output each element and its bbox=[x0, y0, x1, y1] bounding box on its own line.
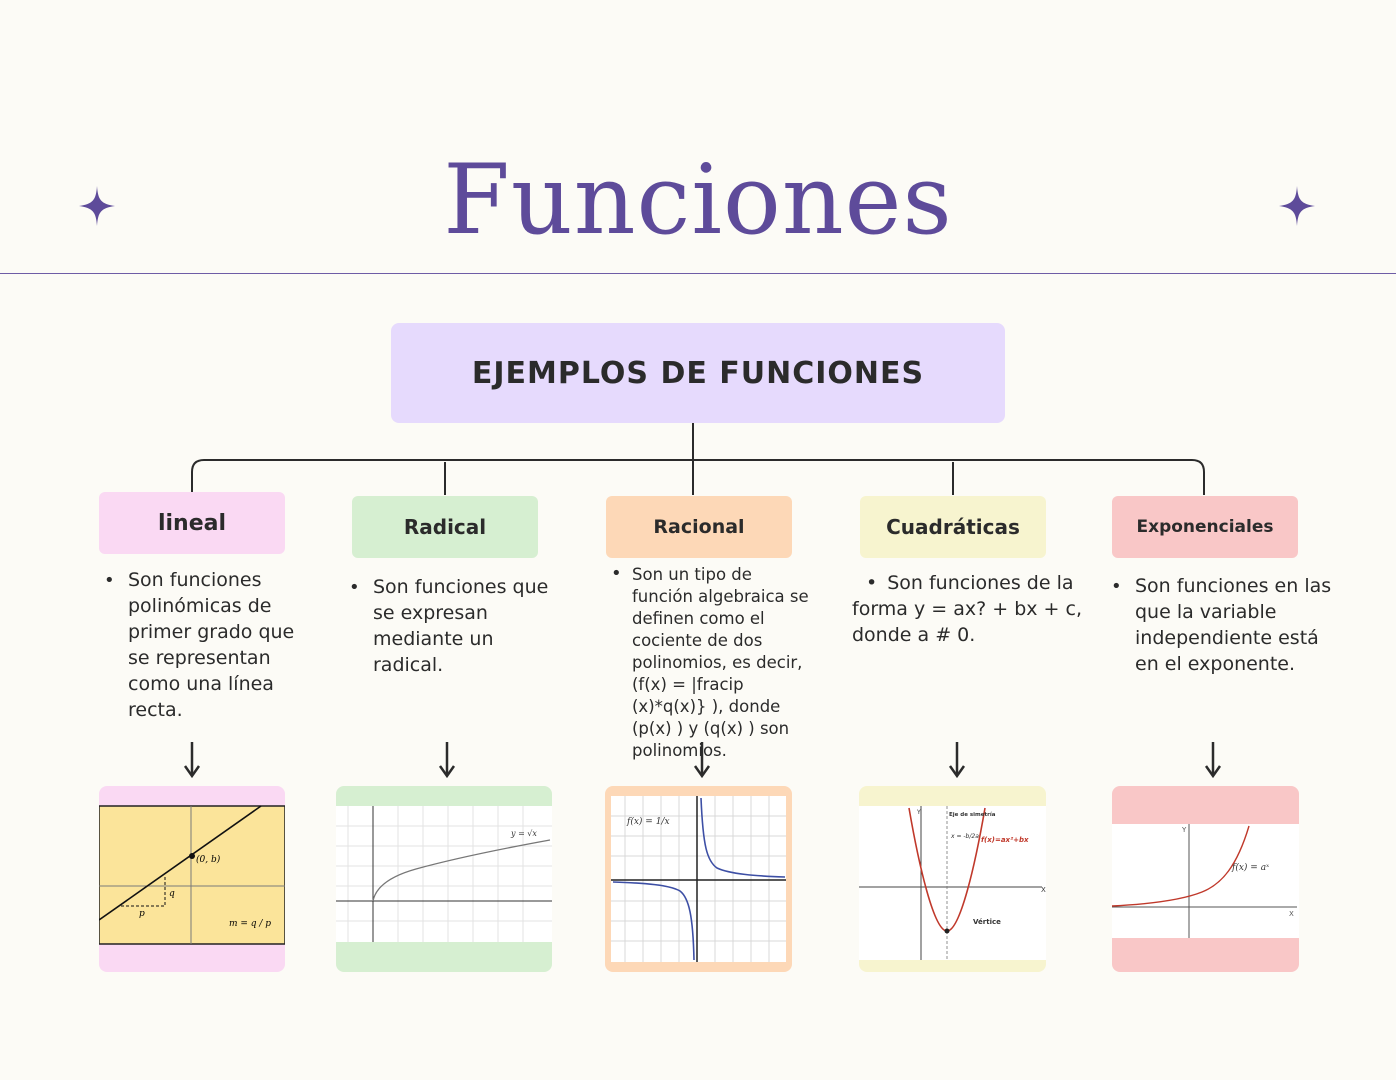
graph-label: f(x)=ax²+bx bbox=[981, 836, 1029, 844]
graph-label: m = q / p bbox=[229, 919, 272, 929]
category-lineal bbox=[99, 492, 285, 554]
bullet-icon: • bbox=[1111, 576, 1122, 597]
description-text: Son funciones de la forma y = ax? + bx + c, donde a # 0. bbox=[852, 572, 1082, 646]
bullet-icon: • bbox=[866, 572, 878, 594]
graph-label: Vértice bbox=[973, 918, 1001, 926]
page-title: Funciones bbox=[443, 144, 953, 256]
graph-label: Y bbox=[917, 809, 921, 816]
category-label: Racional bbox=[653, 516, 745, 538]
graph-radical bbox=[336, 786, 552, 972]
graph-label: Eje de simetría bbox=[949, 812, 996, 818]
graph-racional bbox=[605, 786, 792, 972]
description-cuadraticas bbox=[852, 570, 1092, 648]
graph-label: y = √x bbox=[511, 829, 537, 838]
graph-label: q bbox=[169, 889, 175, 899]
description-exponenciales: Son funciones en las que la variable independiente está en el exponente. bbox=[1135, 575, 1332, 675]
category-radical bbox=[352, 496, 538, 558]
category-racional bbox=[606, 496, 792, 558]
graph-label: f(x) = 1/x bbox=[627, 817, 670, 827]
graph-label: p bbox=[139, 909, 145, 919]
description-racional: Son un tipo de función algebraica se definen como el cociente de dos polinomios, es decir, (f(x) = |fracip (x)*q(x)} ), donde (p(x) ) y (q(x) ) son polinomios. bbox=[632, 565, 809, 760]
bullet-icon: • bbox=[611, 563, 622, 584]
graph-label: (0, b) bbox=[196, 855, 221, 865]
graph-label: X bbox=[1041, 886, 1046, 894]
category-cuadraticas bbox=[860, 496, 1046, 558]
graph-label: x = -b/2a bbox=[951, 833, 979, 840]
graph-label: Y bbox=[1182, 826, 1187, 834]
graph-label: X bbox=[1289, 910, 1294, 918]
graph-exponenciales bbox=[1112, 786, 1299, 972]
category-label: Radical bbox=[403, 515, 487, 539]
description-radical: Son funciones que se expresan mediante un radical. bbox=[373, 576, 549, 676]
category-label: Cuadráticas bbox=[886, 515, 1020, 539]
category-label: lineal bbox=[157, 510, 227, 536]
bullet-icon: • bbox=[104, 570, 115, 591]
graph-label: f(x) = aˣ bbox=[1232, 863, 1270, 873]
graph-cuadraticas bbox=[859, 786, 1046, 972]
bullet-icon: • bbox=[349, 577, 360, 598]
category-label: Exponenciales bbox=[1136, 517, 1274, 537]
graph-lineal bbox=[99, 786, 285, 972]
description-lineal: Son funciones polinómicas de primer grado que se representan como una línea recta. bbox=[128, 569, 295, 721]
root-node: EJEMPLOS DE FUNCIONES bbox=[391, 323, 1005, 423]
category-exponenciales bbox=[1112, 496, 1298, 558]
